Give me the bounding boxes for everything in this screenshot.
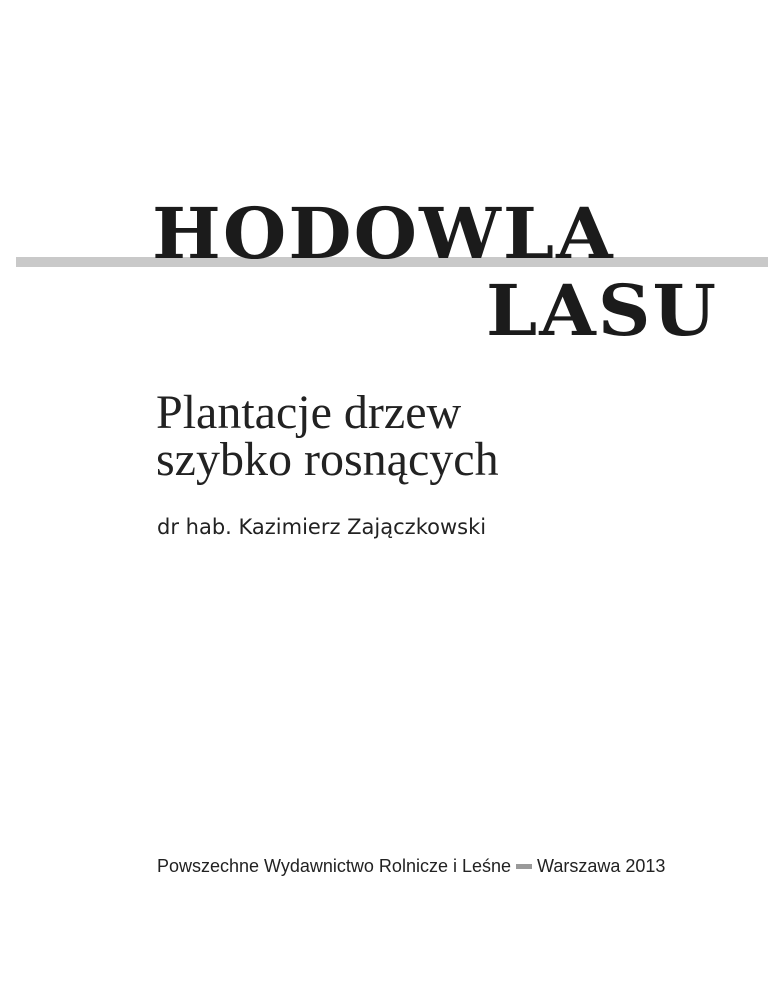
author-name: dr hab. Kazimierz Zajączkowski (157, 515, 487, 539)
title-line-1: HODOWLA (152, 192, 615, 275)
publisher-separator (516, 864, 532, 869)
publisher-place-year: Warszawa 2013 (537, 856, 666, 876)
publisher-line (157, 857, 665, 875)
publisher-name: Powszechne Wydawnictwo Rolnicze i Leśne (157, 856, 512, 876)
subtitle-line-2: szybko rosnących (156, 433, 499, 486)
title-line-2: LASU (486, 269, 719, 352)
subtitle-line-1: Plantacje drzew (156, 386, 462, 439)
